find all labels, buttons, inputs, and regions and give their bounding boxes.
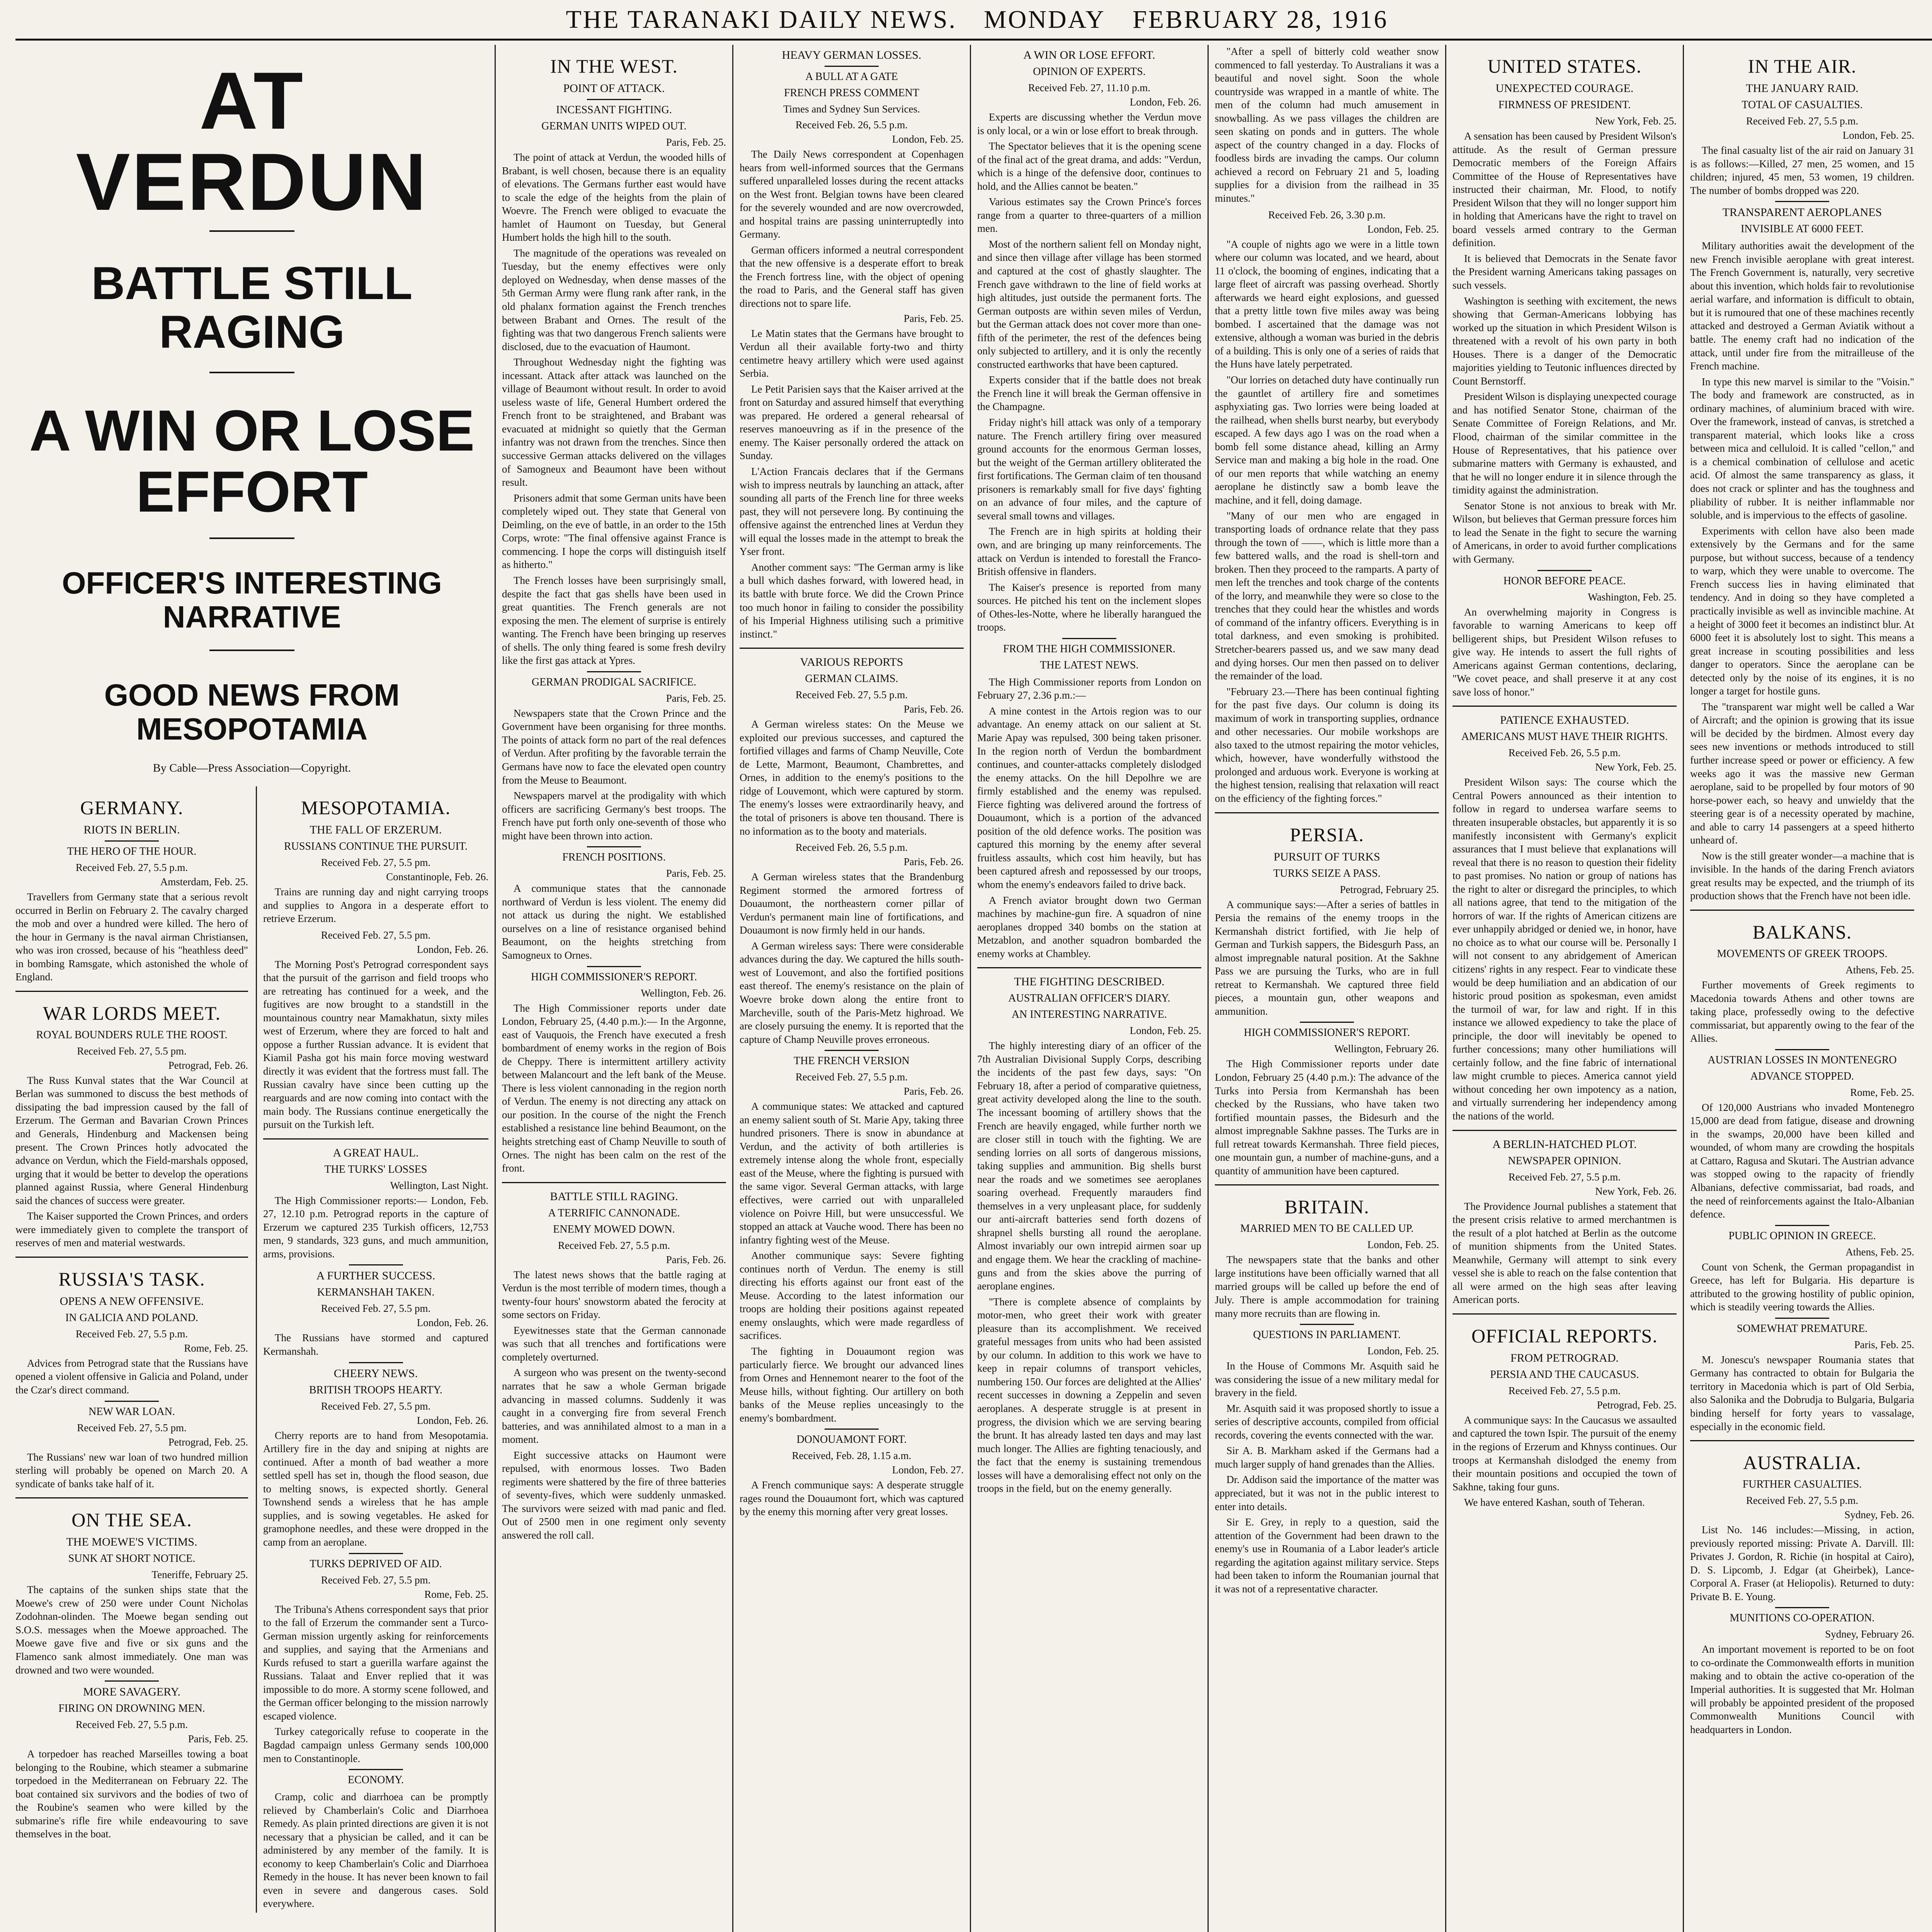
advert-title: ECONOMY.: [348, 1774, 404, 1786]
subcol-germany: [15, 786, 248, 1913]
article-text: Trains are running day and night carrying troops and supplies to Angora in a desperate effort to retrieve Erzerum.: [263, 886, 488, 925]
divider: [1775, 1318, 1829, 1319]
section-subtitle: TRANSPARENT AEROPLANES: [1722, 206, 1882, 219]
dateline: New York, Feb. 25.: [1595, 761, 1677, 773]
article-text: The Morning Post's Petrograd correspondent says that the pursuit of the garrison and field troops who are retreating has continued for a week, and the fugitives are now brought to a standstill in the mountainous country near Mamakhatun, sixty miles west of Erzerum, where they are forced to halt and oppose a further Russian advance. It is evident that Kiamil Pasha got his main force moving westward directly it was evident that the fortress must fall. The Russian cavalry have since been cutting up the rearguards and are now coming into contact with the main body. The Russians continue energetically the pursuit on the Turkish left.: [263, 958, 488, 1131]
section-subtitle: HIGH COMMISSIONER'S REPORT.: [531, 971, 697, 983]
dateline: Paris, Feb. 25.: [1854, 1338, 1914, 1350]
received-line: Received Feb. 27, 5.5 pm.: [321, 1400, 431, 1412]
article-text: A sensation has been caused by President Wilson's attitude. As the result of German pressure Democratic members of the Foreign Affairs Committee of the House of Representatives have instructed their chairman, Mr. Flood, to notify President Wilson that they will no longer support him in holding that Americans have the right to travel on board vessels armed contrary to the German definition.: [1452, 130, 1677, 249]
dateline: Teneriffe, February 25.: [151, 1569, 248, 1581]
section-subtitle: IN GALICIA AND POLAND.: [65, 1311, 198, 1324]
article-text: Cherry reports are to hand from Mesopotamia. Artillery fire in the day and sniping at nights are continued. After a month of bad weather a more settled spell has set in, though the flood season, due to melting snows, is expected shortly. General Townshend sends a wireless that he has ample supplies, and is sowing vegetables. He asked for gramophone needles, and these were dropped in the camp from an aeroplane.: [263, 1429, 488, 1548]
section-subtitle: GERMAN CLAIMS.: [805, 673, 898, 685]
received-line: Received Feb. 27, 5.5 pm.: [321, 929, 431, 941]
divider: [825, 66, 879, 67]
article-text: President Wilson is displaying unexpected courage and has notified Senator Stone, chairman of the Senate Committee of Foreign Relations, and Mr. Flood, chairman of the similar committee in the House of Representatives, that his patience over submarine matters with Germany is exhausted, and that he will no longer endure it in silence through the timidity against the administration.: [1452, 391, 1677, 496]
dateline: Athens, Feb. 25.: [1845, 1246, 1914, 1258]
divider: [105, 1680, 159, 1682]
headline-at-verdun: AT VERDUN: [76, 55, 428, 227]
issue-day: MONDAY: [984, 5, 1106, 34]
divider: [15, 991, 248, 992]
divider: [825, 1050, 879, 1051]
divider: [1775, 1049, 1829, 1050]
article-text: "Many of our men who are engaged in transporting loads of ordnance relate that they pass through the town of ——, which is little more than a few battered walls, and the road is shell-torn and broken. Then they proceed to the ramparts. A party of men left the trenches and took charge of the contents of the lorry, and meanwhile they were so close to the trenches that they could hear the whistles and words of command of the infantry officers. Everything is in total darkness, and even smoking is prohibited. Stretcher-bearers passed us, and we saw many dead and dying horses. Our men then passed on to deliver the remainder of the load.: [1215, 510, 1439, 682]
divider: [209, 537, 294, 539]
section-subtitle: DONOUAMONT FORT.: [796, 1434, 907, 1446]
article-text: Experiments with cellon have also been made extensively by the Germans and for the same purpose, but without success, because of a tendency to warp, which they were unable to overcome. The French success lies in having eliminated that tendency. And in doing so they have completed a practically invisible as well as invincible machine. At a height of 3000 feet it becomes an indistinct blur. At 6000 feet it is absolutely lost to sight. This means a great increase in scouting possibilities and less danger to operators. Since the aeroplane can be detected only by the noise of its engines, it is no longer a target for hostile guns.: [1690, 525, 1914, 697]
col-front: [15, 45, 495, 1932]
dateline: London, Feb. 25.: [1367, 1345, 1439, 1357]
received-line: Received Feb. 27, 5.5 pm.: [321, 1574, 431, 1586]
section-subtitle: HIGH COMMISSIONER'S REPORT.: [1244, 1027, 1410, 1039]
article-text: Of 120,000 Austrians who invaded Montenegro 15,000 are dead from fatigue, disease and drowning in the swamps, 20,000 have been killed and wounded, of whom many are crowding the hospitals at Cattaro, Ragusa and Skutari. The Austrian advance was stopped owing to the rapacity of friendly Albanians, defective commissariat, bad roads, and the need of reinforcements against the Italo-Albanian defence.: [1690, 1101, 1914, 1220]
dateline: London, Feb. 26.: [417, 1414, 488, 1426]
article-text: A communique states: We attacked and captured an enemy salient south of St. Marie Apy, taking three hundred prisoners. There is snow in abundance at Verdun, and the activity of both artilleries is extremely intense along the whole front, especially east of the Meuse, where the fighting is pursued with the same vigor. Several German attacks, with large effectives, were carried out with unparalleled violence on Poivre Hill, but were unsuccessful. We stopped an attack at Vauche wood. There has been no infantry fighting west of the Meuse.: [740, 1100, 964, 1246]
received-line: Received Feb. 26, 3.30 p.m.: [1268, 209, 1386, 221]
divider: [1775, 1607, 1829, 1608]
article-text: A French aviator brought down two German machines by machine-gun fire. A squadron of nine aeroplanes dropped 340 bombs on the station at Metzablon, and another squadron bombarded the enemy works at Chambley.: [977, 894, 1201, 959]
paper-name: THE TARANAKI DAILY NEWS.: [566, 5, 957, 34]
section-subtitle: PERSIA AND THE CAUCASUS.: [1490, 1368, 1639, 1381]
article-text: The highly interesting diary of an officer of the 7th Australian Divisional Supply Corps, describing the incidents of the past few days, says: "On February 18, after a period of comparative quietness, great activity developed along the line to the south. The incessant booming of artillery shows that the French are heavily engaged, while further north we are closer still in touch with the fighting. We are sending lorries on all sorts of dangerous missions, taking supplies and ammunition. Big shells burst near the roads and we sometimes see aeroplanes soaring overhead. Frequently marauders find themselves in a very unpleasant place, for suddenly our anti-aircraft batteries send forth dozens of shrapnel shells bursting all round the aeroplane. Almost invariably our own intrepid airmen soar up and engage them. We hear the crackling of machine-guns and from the skies above the purring of aeroplane engines.: [977, 1040, 1201, 1292]
article-text: Military authorities await the development of the new French invisible aeroplane with great interest. The French Government is, naturally, very secretive about this invention, which holds fair to revolutionise aerial warfare, and information is difficult to obtain, but it is rumoured that one of these machines recently attacked and destroyed a German Aviatik without a battle. The enemy craft had no indication of the attack, until under fire from the mitrailleuse of the French machine.: [1690, 240, 1914, 372]
divider: [740, 648, 964, 649]
divider: [105, 840, 159, 842]
section-subtitle: CHEERY NEWS.: [333, 1367, 418, 1380]
dateline: Paris, Feb. 25.: [666, 867, 726, 879]
divider: [587, 671, 641, 672]
section-subtitle: THE FRENCH VERSION: [794, 1055, 910, 1067]
article-text: Eyewitnesses state that the German cannonade was such that all trenches and fortifications were completely overturned.: [502, 1324, 726, 1363]
section-subtitle: THE LATEST NEWS.: [1040, 659, 1139, 671]
article-text: M. Jonescu's newspaper Roumania states that Germany has contracted to obtain for Bulgaria the territory in Macedonia which is part of Old Serbia, also Salonika and the Dobrudja to Bulgaria, Bulgaria binding herself for forty years to vassalage, especially in the economic field.: [1690, 1354, 1914, 1432]
article-text: President Wilson says: The course which the Central Powers announced as their intention to follow in regard to undersea warfare seems to threaten insuperable obstacles, but apparently it is so manifestly inconsistent with Germany's explicit assurances that I must believe that explanations will reveal that there is no reason to question their fidelity to past promises. No nation or group of nations has the right to alter or disregard the principles, to which all nations agree, that tend to the mitigation of the horrors of war. If the rights of American citizens are ever unhappily abridged or denied we, in honor, have no choice as to what our course will be. Personally I will not consent to any abridgement of American citizens' rights in any respect. Fear to vindicate these would be deep humiliation and an abdication of our historic proud position as spokesman, even amidst the turmoil of war, for law and right. If in this instance we allowed expediency to take the place of principle, the door will inevitably be opened to further concessions; many other humiliations will certainly follow, and the fine fabric of international law might crumble to pieces. America cannot yield without conceding her own impotency as a nation, and virtually surrendering her independency among the nations of the world.: [1452, 776, 1677, 1122]
section-subtitle: FIRMNESS OF PRESIDENT.: [1498, 99, 1631, 111]
section-subtitle: POINT OF ATTACK.: [563, 82, 665, 95]
dateline: Washington, Feb. 25.: [1588, 591, 1677, 603]
section-subtitle: INVISIBLE AT 6000 FEET.: [1741, 223, 1864, 235]
section-title: OFFICIAL REPORTS.: [1471, 1325, 1658, 1347]
section-subtitle: THE MOEWE'S VICTIMS.: [66, 1536, 197, 1549]
dateline: London, Feb. 26.: [417, 1317, 488, 1329]
section-title: AUSTRALIA.: [1743, 1452, 1861, 1474]
article-text: The fighting in Douaumont region was particularly fierce. We brought our advanced lines from Ornes and Hennemont nearer to the foot of the Meuse hills, without fighting. Our artillery on both banks of the Meuse replies unceasingly to the enemy's bombardment.: [740, 1345, 964, 1424]
section-subtitle: AMERICANS MUST HAVE THEIR RIGHTS.: [1461, 731, 1668, 743]
section-subtitle: AN INTERESTING NARRATIVE.: [1011, 1009, 1167, 1021]
article-text: Prisoners admit that some German units have been completely wiped out. They state that General von Deimling, on the eve of battle, in an order to the 15th Corps, wrote: "The final offensive against France is commencing. I hope the corps will distinguish itself as hitherto.": [502, 492, 726, 571]
section-title: WAR LORDS MEET.: [43, 1002, 221, 1024]
dateline: New York, Feb. 26.: [1595, 1185, 1677, 1197]
section-title: ON THE SEA.: [71, 1509, 192, 1531]
col-heavy-losses: [732, 45, 970, 1932]
article-text: In the House of Commons Mr. Asquith said he was considering the issue of a new military medal for bravery in the field.: [1215, 1360, 1439, 1399]
article-text: A German wireless states: On the Meuse we exploited our previous successes, and captured the fortified villages and farms of Champ Neuville, Cote de Lette, Marmont, Beaumont, Chambrettes, and Ornes, in addition to the enemy's positions to the ridge of Louvemont, which were captured by storm. The enemy's losses were extraordinarily heavy, and the total of prisoners is above ten thousand. There is no information as to the booty and materials.: [740, 718, 964, 837]
section-subtitle: NEW WAR LOAN.: [88, 1405, 175, 1418]
section-title: GERMANY.: [80, 797, 184, 818]
press-credit: By Cable—Press Association—Copyright.: [153, 762, 351, 774]
divider: [209, 230, 294, 232]
section-subtitle: FRENCH POSITIONS.: [562, 851, 666, 864]
section-subtitle: INCESSANT FIGHTING.: [556, 104, 672, 116]
section-subtitle: AUSTRIAN LOSSES IN MONTENEGRO: [1708, 1054, 1897, 1066]
divider: [1690, 910, 1914, 911]
article-text: A communique says:—After a series of battles in Persia the remains of the enemy troops in the Kermanshah district fortified, with Jie help of German and Turkish sappers, the Bidesgurh Pass, an almost impregnable natural position. At the Sakhne Pass we are pursuing the Turks, who are in full retreat to Kermanshah. We captured three field pieces, a mountain gun, other weapons and ammunition.: [1215, 898, 1439, 1017]
section-subtitle: A FURTHER SUCCESS.: [316, 1269, 435, 1282]
dateline: Rome, Feb. 25.: [1850, 1086, 1914, 1098]
dateline: London, Feb. 26.: [1129, 96, 1201, 108]
section-title: RUSSIA'S TASK.: [58, 1268, 205, 1290]
section-subtitle: MORE SAVAGERY.: [83, 1685, 180, 1699]
article-text: The final casualty list of the air raid on January 31 is as follows:—Killed, 27 men, 25 women, and 15 children; injured, 45 men, 53 women, 19 children. The number of bombs dropped was 220.: [1690, 145, 1914, 196]
article-text: Now is the still greater wonder—a machine that is invisible. In the hands of the daring French aviators great results may be expected, and the triumph of its production shows that the French have not been idle.: [1690, 850, 1914, 902]
dateline: Paris, Feb. 25.: [666, 136, 726, 148]
section-subtitle: MARRIED MEN TO BE CALLED UP.: [1240, 1223, 1414, 1235]
section-subtitle: HONOR BEFORE PEACE.: [1503, 575, 1626, 587]
section-title: IN THE AIR.: [1748, 55, 1857, 77]
section-subtitle: THE TURKS' LOSSES: [324, 1163, 427, 1175]
article-text: The Russians have stormed and captured Kermanshah.: [263, 1332, 488, 1357]
dateline: London, Feb. 25.: [1367, 223, 1439, 235]
article-text: Throughout Wednesday night the fighting was incessant. Attack after attack was launched on the village of Beaumont without result. In order to avoid useless waste of life, General Humbert ordered the French front to be straightened, and Brabant was evacuated at midnight so quietly that the German infantry was not drawn from the trenches. Since then successive German attacks delivered on the villages of Samogneux and Beaumont have been without result.: [502, 356, 726, 488]
dateline: Paris, Feb. 26.: [666, 1253, 726, 1265]
article-text: Eight successive attacks on Haumont were repulsed, with enormous losses. Two Baden regiments were shattered by the fire of three batteries of seventy-fives, which were suddenly unmasked. The survivors were seized with mad panic and fled. Out of 2500 men in one regiment only seventy answered the roll call.: [502, 1449, 726, 1541]
article-text: In type this new marvel is similar to the "Voisin." The body and framework are constructed, as in ordinary machines, of aluminium braced with wire. Over the framework, instead of canvas, is stretched a transparent material, which looks like a cross between mica and celluloid. It is called "cellon," and is a chemical combination of cellulose and acetic acid. Of almost the same transparency as glass, it does not crack or splinter and has the toughness and pliability of rubber. It is neither inflammable nor soluble, and is impervious to the effects of gasoline.: [1690, 376, 1914, 521]
divider: [587, 846, 641, 847]
divider: [502, 1182, 726, 1183]
divider: [349, 1769, 403, 1770]
dateline: Rome, Feb. 25.: [184, 1342, 248, 1354]
section-subtitle: NEWSPAPER OPINION.: [1508, 1155, 1621, 1167]
col-united-states: [1445, 45, 1683, 1932]
syndication-line: Times and Sydney Sun Services.: [783, 103, 920, 115]
divider: [1215, 812, 1439, 813]
article-text: The Kaiser supported the Crown Princes, and orders were immediately given to complete the transport of reserves of men and material westwards.: [15, 1210, 248, 1249]
section-subtitle: PUBLIC OPINION IN GREECE.: [1728, 1230, 1876, 1242]
divider: [1452, 1313, 1677, 1315]
issue-date: FEBRUARY 28, 1916: [1133, 5, 1388, 34]
article-text: A torpedoer has reached Marseilles towing a boat belonging to the Roubine, which steamer a submarine torpedoed in the Mediterranean on February 22. The boat contained six survivors and the bodies of two of the Roubine's seamen who were killed by the submarine's rifle fire while endeavouring to save themselves in the boat.: [15, 1748, 248, 1840]
divider: [587, 966, 641, 967]
article-text: The point of attack at Verdun, the wooded hills of Brabant, is well chosen, because there is an equality of elevations. The Germans further east would have to scale the edge of the heights from the plain of Woevre. The French were obliged to evacuate the hamlet of Haumont on Tuesday, but General Humbert holds the high hill to the south.: [502, 151, 726, 243]
section-subtitle: A WIN OR LOSE EFFORT.: [1023, 49, 1155, 61]
section-subtitle: OPINION OF EXPERTS.: [1033, 66, 1146, 78]
article-text: A German wireless says: There were considerable advances during the day. We captured the hills south-west of Louvemont, and also the fortified positions east thereof. The enemy's resistance on the plain of Woevre broke down along the entire front to Marcheville, south of the Paris-Metz highroad. We are closely pursuing the enemy. It is reported that the capture of Champ Neuville proves erroneous.: [740, 940, 964, 1045]
article-text: The "transparent war might well be called a War of Aircraft; and the opinion is growing that its issue will be decided by the birdmen. Almost every day sees new inventions or methods introduced to still further increase speed or power or efficiency. A few weeks ago it was the massive new German aeroplane, said to be propelled by four motors of 90 horse-power each, so heavy and unwieldy that the steering gear is of a necessity operated by machine, and able to carry 14 passengers at a speed hitherto unheard of.: [1690, 701, 1914, 846]
article-text: The High Commissioner reports:— London, Feb. 27, 12.10 p.m. Petrograd reports in the capture of Erzerum we captured 235 Turkish officers, 12,753 men, 9 standards, 323 guns, and much ammunition, arms, provisions.: [263, 1194, 488, 1260]
section-subtitle: SUNK AT SHORT NOTICE.: [68, 1553, 196, 1565]
dateline: Petrograd, Feb. 25.: [168, 1436, 248, 1448]
article-text: Washington is seething with excitement, the news showing that German-Americans lobbying has worked up the situation in which President Wilson is threatened with a revolt of his own party in both Houses. There is a danger of the Democratic majorities yielding to Teutonic influences directed by Count Bernstorff.: [1452, 295, 1677, 387]
dateline: London, Feb. 26.: [417, 943, 488, 955]
received-line: Received Feb. 27, 5.5 p.m.: [75, 862, 188, 873]
section-title: BALKANS.: [1752, 921, 1852, 943]
article-text: The French losses have been surprisingly small, despite the fact that gas shells have been used in great quantities. The French generals are not exposing the men. The element of surprise is entirely wanting. The French have been bringing up reserves of shells. The only thing feared is some fresh devilry like the first gas attack at Ypres.: [502, 574, 726, 667]
section-subtitle: QUESTIONS IN PARLIAMENT.: [1253, 1329, 1401, 1341]
dateline: Paris, Feb. 25.: [188, 1733, 248, 1745]
section-subtitle: PATIENCE EXHAUSTED.: [1500, 714, 1629, 727]
dateline: London, Feb. 25.: [1842, 129, 1914, 141]
section-subtitle: THE FIGHTING DESCRIBED.: [1014, 975, 1165, 988]
received-line: Received Feb. 26, 5.5 p.m.: [795, 842, 908, 854]
article-text: The Daily News correspondent at Copenhagen hears from well-informed sources that the Germans suffered unparalleled losses during the recent attacks on the West front. Belgian towns have been cleared for the severely wounded and are now overcrowded, and hospital trains are passing uninterruptedly into Germany.: [740, 148, 964, 240]
section-subtitle: MOVEMENTS OF GREEK TROOPS.: [1717, 947, 1888, 960]
section-title: MESOPOTAMIA.: [301, 797, 451, 818]
article-text: "A couple of nights ago we were in a little town where our column was located, and we heard, about 11 o'clock, the booming of engines, indicating that a large fleet of aircraft was passing overhead. Shortly afterwards we heard eight explosions, and guessed that a pretty little town five miles away was being bombed. I ascertained that the damage was not extensive, although a woman was buried in the debris of a building. This is only one of a series of raids that the Huns have lately perpetrated.: [1215, 238, 1439, 370]
received-line: Received, Feb. 28, 1.15 a.m.: [792, 1450, 912, 1462]
divider: [825, 1429, 879, 1430]
section-subtitle: PURSUIT OF TURKS: [1274, 850, 1380, 863]
dateline: London, Feb. 27.: [892, 1464, 964, 1476]
section-subtitle: THE FALL OF ERZERUM.: [310, 823, 442, 836]
section-subtitle: TURKS DEPRIVED OF AID.: [310, 1558, 442, 1570]
article-text: An overwhelming majority in Congress is favorable to warning Americans to keep off belligerent ships, but President Wilson refuses to give way. He intends to assert the full rights of Americans against German contentions, declaring, "We covet peace, and shall preserve it at any cost save loss of honor.": [1452, 606, 1677, 698]
article-text: We have entered Kashan, south of Teheran.: [1464, 1497, 1645, 1509]
article-text: Turkey categorically refuse to cooperate in the Bagdad campaign unless Germany sends 100,000 men to Constantinople.: [263, 1726, 488, 1764]
received-line: Received Feb. 27, 5.5 pm.: [77, 1422, 187, 1434]
divider: [209, 372, 294, 373]
divider: [1062, 638, 1116, 639]
divider: [1452, 706, 1677, 707]
dateline: Petrograd, February 25.: [1340, 883, 1439, 895]
article-text: A communique says: In the Caucasus we assaulted and captured the town Ispir. The pursuit of the enemy in the regions of Erzerum and Khnyss continues. Our troops at Kermanshah dislodged the enemy from their mountain positions and occupied the town of Sakhne, taking four guns.: [1452, 1414, 1677, 1493]
article-text: A communique states that the cannonade northward of Verdun is less violent. The enemy did not attack us during the night. We established ourselves on a line of resistance organised behind Beaumont, on the heights stretching from Samogneux to Ornes.: [502, 883, 726, 961]
col-win-or-lose: [970, 45, 1208, 1932]
dateline: Paris, Feb. 26.: [903, 1085, 964, 1097]
article-text: The newspapers state that the banks and other large institutions have been officially warned that all married groups will be called up before the end of July. There is ample accommodation for training many more recruits than are flowing in.: [1215, 1254, 1439, 1319]
section-subtitle: FROM THE HIGH COMMISSIONER.: [1003, 643, 1175, 655]
article-text: Another comment says: "The German army is like a bull which dashes forward, with lowered head, in its battle with brute force. We did the Crown Prince too much honor in failing to consider the possibility of his Imperial Highness utilising such a primitive instinct.": [740, 561, 964, 640]
article-text: Sir E. Grey, in reply to a question, said the attention of the Government had been drawn to the enemy's use in Roumania of a Labor leader's article regarding the agitation against military service. Steps had been taken to inform the Roumanian journal that it was not of a representative character.: [1215, 1516, 1439, 1595]
received-line: Received Feb. 27, 5.5 p.m.: [795, 1071, 908, 1083]
divider: [1537, 570, 1592, 571]
received-line: Received Feb. 27, 5.5 pm.: [77, 1045, 187, 1057]
section-subtitle: ROYAL BOUNDERS RULE THE ROOST.: [36, 1029, 228, 1041]
article-text: The latest news shows that the battle raging at Verdun is the most terrible of modern times, though a twenty-four hours' snowstorm abated the ferocity at some sectors on Friday.: [502, 1269, 726, 1321]
dateline: Paris, Feb. 26.: [903, 856, 964, 868]
section-subtitle: A GREAT HAUL.: [333, 1146, 419, 1159]
article-text: The magnitude of the operations was revealed on Tuesday, but the enemy effectives were only deployed on Wednesday, when dense masses of the 5th German Army were flung rank after rank, in the old phalanx formation against the French trenches between Brabant and Ornes. The result of the fighting was that two dangerous French salients were disclosed, due to the evacuation of Haumont.: [502, 247, 726, 352]
section-title: BRITAIN.: [1284, 1196, 1369, 1218]
dateline: London, Feb. 25.: [892, 133, 964, 145]
section-subtitle: VARIOUS REPORTS: [800, 656, 903, 669]
section-subtitle: SOMEWHAT PREMATURE.: [1736, 1322, 1868, 1335]
article-text: "Our lorries on detached duty have continually run the gauntlet of artillery fire and sometimes asphyxiating gas. Two lorries were being loaded at the railhead, when shells burst nearby, but everybody escaped. A few days ago I was on the road when a bomb fell some distance ahead, killing an Army Service man and making a big hole in the road. One of our men reports that while watching an enemy aeroplane he distinctly saw a bomb leave the machine, and it fell, doing damage.: [1215, 374, 1439, 506]
article-text: Friday night's hill attack was only of a temporary nature. The French artillery firing over measured ground accounts for the enormous German losses, but the weight of the German artillery obliterated the first fortifications. The German claim of ten thousand prisoners is remarkably small for five days' fighting on an advance of four miles, and the capture of several small towns and villages.: [977, 417, 1201, 522]
headline-win-or-lose: A WIN OR LOSE EFFORT: [29, 398, 475, 524]
section-subtitle: THE HERO OF THE HOUR.: [67, 845, 197, 857]
article-text: A German wireless states that the Brandenburg Regiment stormed the armored fortress of Douaumont, the northeastern corner pillar of Verdun's permanent main line of fortifications, and Douaumont is now firmly held in our hands.: [740, 871, 964, 936]
dateline: Paris, Feb. 25.: [903, 312, 964, 324]
dateline: Athens, Feb. 25.: [1845, 964, 1914, 976]
section-subtitle: ADVANCE STOPPED.: [1750, 1070, 1854, 1082]
received-line: Received Feb. 27, 11.10 p.m.: [1028, 82, 1151, 94]
article-text: Another communique says: Severe fighting continues north of Verdun. The enemy is still directing his efforts against our front east of the Meuse. According to the latest information our troops are holding their positions against repeated enemy onslaughts, which were made regardless of sacrifices.: [740, 1250, 964, 1342]
front-subcolumns: [15, 786, 488, 1913]
article-text: Senator Stone is not anxious to break with Mr. Wilson, but believes that German pressure forces him to lead the Senate in the fight to secure the warning of Americans, in order to avoid further complications with Germany.: [1452, 500, 1677, 565]
section-subtitle: FROM PETROGRAD.: [1510, 1351, 1619, 1364]
section-subtitle: FIRING ON DROWNING MEN.: [58, 1702, 205, 1715]
section-subtitle: FRENCH PRESS COMMENT: [784, 87, 920, 99]
section-subtitle: MUNITIONS CO-OPERATION.: [1730, 1612, 1875, 1624]
article-text: The Russ Kunval states that the War Council at Berlan was summoned to discuss the best methods of dissipating the bad impression caused by the fall of Erzerum. The German and Bavarian Crown Princes and Generals, Hindenburg and Mackensen being present. The Crown Princes hotly advocated the advance on Verdun, which the Field-marshals opposed, urging that it would be better to develop the operations planned against Russia, where General Hindenburg said the chances of success were greater.: [15, 1074, 248, 1206]
article-text: An important movement is reported to be on foot to co-ordinate the Commonwealth efforts in munition making and to obtain the active co-operation of the Imperial authorities. It is suggested that Mr. Holman will probably be appointed president of the proposed Commonwealth Munitions Council with headquarters in London.: [1690, 1643, 1914, 1735]
dateline: London, Feb. 25.: [1367, 1239, 1439, 1251]
section-subtitle: OPENS A NEW OFFENSIVE.: [60, 1294, 204, 1308]
received-line: Received Feb. 27, 5.5 p.m.: [1508, 1171, 1621, 1183]
masthead: [15, 2, 1932, 37]
divider: [1452, 1130, 1677, 1131]
dateline: Wellington, Last Night.: [390, 1179, 488, 1191]
divider: [1215, 1184, 1439, 1185]
section-subtitle: HEAVY GERMAN LOSSES.: [782, 49, 922, 61]
received-line: Received Feb. 27, 5.5 p.m.: [75, 1328, 188, 1340]
dateline: Paris, Feb. 25.: [666, 692, 726, 704]
section-title: UNITED STATES.: [1487, 55, 1642, 77]
article-text: It is believed that Democrats in the Senate favor the President warning Americans taking passages on such vessels.: [1452, 252, 1677, 291]
article-text: Count von Schenk, the German propagandist in Greece, has left for Bulgaria. His departure is attributed to the growing hostility of public opinion, which is steadily veering towards the Allies.: [1690, 1261, 1914, 1313]
divider: [1775, 1225, 1829, 1226]
section-subtitle: GERMAN PRODIGAL SACRIFICE.: [531, 676, 696, 688]
article-text: German officers informed a neutral correspondent that the new offensive is a desperate effort to break the French fortress line, with the object of opening the road to Paris, and the General staff has given directions not to spare life.: [740, 244, 964, 310]
article-text: Dr. Addison said the importance of the matter was appreciated, but it was not in the public interest to enter into details.: [1215, 1474, 1439, 1512]
article-text: The captains of the sunken ships state that the Moewe's crew of 250 were under Count Nicholas Zodohnan-olinden. The Moewe began sending out S.O.S. messages when the Moewe approached. The Moewe gave five and five or six guns and the Flamenco sank almost immediately. One man was drowned and two were wounded.: [15, 1584, 248, 1676]
subcol-mesopotamia: [256, 786, 488, 1913]
dateline: Sydney, Feb. 26.: [1844, 1509, 1914, 1521]
advert-text: Cramp, colic and diarrhoea can be promptly relieved by Chamberlain's Colic and Diarrhoea Remedy. As plain printed directions are given it is not necessary that a physician be called, and it can be administered by any member of the family. It is economy to keep Chamberlain's Colic and Diarrhoea Remedy in the house. It has never been known to fail even in severe and dangerous cases. Sold everywhere.: [263, 1791, 488, 1910]
dateline: Amsterdam, Feb. 25.: [160, 876, 248, 888]
divider: [105, 1401, 159, 1402]
divider: [587, 99, 641, 100]
section-subtitle: BATTLE STILL RAGING.: [550, 1190, 678, 1203]
received-line: Received Feb. 27, 5.5 p.m.: [1746, 115, 1859, 127]
divider: [15, 1257, 248, 1258]
section-subtitle: A BERLIN-HATCHED PLOT.: [1492, 1138, 1637, 1151]
article-text: Mr. Asquith said it was proposed shortly to issue a series of descriptive accounts, compiled from official records, covering the events connected with the war.: [1215, 1402, 1439, 1441]
article-text: Sir A. B. Markham asked if the Germans had a much larger supply of hand grenades than the Allies.: [1215, 1445, 1439, 1470]
article-text: "After a spell of bitterly cold weather snow commenced to fall yesterday. To Australians it was a beautiful and novel sight. Soon the whole countryside was wrapped in a mantle of white. The men of the column had much amusement in snowballing. As we pass villages the children are seen skating on ponds and in gutters. The whole aspect of the country changed in a day. Flocks of foodless birds are invading the camps. Our column achieved a record on February 21 and 5, loading supplies for a division from the railhead in 35 minutes.": [1215, 46, 1439, 204]
article-text: The French are in high spirits at holding their own, and are bringing up many reinforcements. The attack on Verdun is intended to forestall the Franco-British offensive in flanders.: [977, 526, 1201, 578]
divider: [1775, 201, 1829, 202]
section-title: IN THE WEST.: [550, 55, 678, 77]
received-line: Received Feb. 26, 5.5 p.m.: [1508, 747, 1621, 759]
dateline: Petrograd, Feb. 25.: [1597, 1399, 1677, 1411]
section-subtitle: UNEXPECTED COURAGE.: [1495, 82, 1634, 95]
article-text: A French communique says: A desperate struggle rages round the Douaumont fort, which was captured by the enemy this morning after very great losses.: [740, 1479, 964, 1518]
divider: [1300, 1324, 1354, 1325]
section-subtitle: A BULL AT A GATE: [805, 71, 898, 83]
section-title: PERSIA.: [1290, 823, 1364, 845]
article-text: Further movements of Greek regiments to Macedonia towards Athens and other towns are taking place, professedly owing to the defective commissariat, but apparently owing to the fear of the Allies.: [1690, 979, 1914, 1044]
headline-mesopotamia-news: GOOD NEWS FROM MESOPOTAMIA: [104, 678, 400, 746]
section-subtitle: KERMANSHAH TAKEN.: [317, 1286, 435, 1299]
received-line: Received Feb. 26, 5.5 p.m.: [795, 119, 908, 131]
divider: [263, 1138, 488, 1139]
section-subtitle: GERMAN UNITS WIPED OUT.: [541, 120, 687, 132]
col-diary-persia-britain: [1208, 45, 1445, 1932]
article-text: The High Commissioner reports under date London, February 25, (4.40 p.m.):— In the Argonne, east of Vauquois, the French have executed a fresh bombardment of enemy works in the region of Bois de Cheppy. There is intermittent artillery activity between Malancourt and the left bank of the Meuse. There is less violent cannonading in the region north of Verdun. The enemy is not directing any attack on our position. In the course of the night the French established a resistance line behind Beaumont, on the heights stretching east of Champ Neuville to south of Ornes. The night has been calm on the rest of the front.: [502, 1002, 726, 1174]
divider: [209, 650, 294, 651]
section-subtitle: THE JANUARY RAID.: [1746, 82, 1859, 95]
masthead-rule: [15, 39, 1932, 41]
dateline: Paris, Feb. 26.: [903, 703, 964, 715]
columns: [15, 45, 1932, 1932]
article-text: Travellers from Germany state that a serious revolt occurred in Berlin on February 2. The cavalry charged the mob and over a hundred were killed. The hero of the hour in Germany is the naval airman Christiansen, who was iron crossed, because of his "heathless deed" in bombing Ramsgate, which astonished the whole of England.: [15, 891, 248, 983]
section-subtitle: RUSSIANS CONTINUE THE PURSUIT.: [284, 840, 468, 852]
article-text: A surgeon who was present on the twenty-second narrates that he saw a whole German brigade advancing in massed columns. Suddenly it was caught in a converging fire from several French batteries, and was annihilated almost to a man in a moment.: [502, 1367, 726, 1446]
article-text: Various estimates say the Crown Prince's forces range from a quarter to three-quarters of a million men.: [977, 196, 1201, 235]
divider: [977, 967, 1201, 968]
article-text: List No. 146 includes:—Missing, in action, previously reported missing: Private A. Darvill. Ill: Privates J. Gordon, R. Richie (in hospital at Cairo), D. S. Lipcomb, J. Edgar (at Gheirbek), Lance-Corporal A. Fraser (at Heliopolis). Returned to duty: Private B. E. Young.: [1690, 1524, 1914, 1602]
article-text: Newspapers marvel at the prodigality with which officers are sacrificing Germany's best troops. The French have put forth only one-seventh of those who might have been thrown into action.: [502, 790, 726, 842]
col-west: [495, 45, 732, 1932]
article-text: A mine contest in the Artois region was to our advantage. An enemy attack on our salient at St. Marie Apay was repulsed, 300 being taken prisoner. In the region north of Verdun the bombardment continues, and counter-attacks completely dislodged the enemy attacks. On the hill Depolhre we are firmly established and the enemy was repulsed. Fierce fighting was delivered around the fortress of Douaumont, which is a portion of the advanced position of the old defence works. The position was captured this morning by the enemy after several fruitless assaults, which cost him heavily, but has been captured afresh and repossessed by our troops, whom the enemy's endeavors failed to drive back.: [977, 705, 1201, 890]
dateline: New York, Feb. 25.: [1595, 115, 1677, 127]
article-text: Experts consider that if the battle does not break the French line it will break the German offensive in the Champagne.: [977, 374, 1201, 413]
received-line: Received Feb. 27, 5.5 p.m.: [558, 1239, 670, 1251]
article-text: Le Matin states that the Germans have brought to Verdun all their available forty-two and thirty centimetre heavy artillery which were used against Serbia.: [740, 327, 964, 379]
received-line: Received Feb. 27, 5.5 pm.: [321, 857, 431, 868]
article-text: The High Commissioner reports from London on February 27, 2.36 p.m.:—: [977, 676, 1201, 701]
col-air-balkans-australia: [1683, 45, 1920, 1932]
divider: [1300, 1022, 1354, 1023]
headline-officers-narrative: OFFICER'S INTERESTING NARRATIVE: [62, 566, 442, 634]
article-text: Experts are discussing whether the Verdun move is only local, or a win or lose effort to break through.: [977, 111, 1201, 136]
article-text: The Kaiser's presence is reported from many sources. He pitched his tent on the inclement slopes of Othes-les-Notte, where he liberally harangued the troops.: [977, 581, 1201, 633]
section-subtitle: FURTHER CASUALTIES.: [1742, 1478, 1862, 1491]
divider: [15, 1497, 248, 1498]
received-line: Received Feb. 27, 5.5 pm.: [321, 1303, 431, 1315]
article-text: Advices from Petrograd state that the Russians have opened a violent offensive in Galicia and Poland, under the Czar's direct command.: [15, 1357, 248, 1396]
divider: [349, 1553, 403, 1554]
section-subtitle: TOTAL OF CASUALTIES.: [1742, 99, 1863, 111]
section-subtitle: RIOTS IN BERLIN.: [83, 823, 180, 836]
dateline: Rome, Feb. 25.: [424, 1588, 488, 1600]
divider: [1690, 1440, 1914, 1441]
article-text: "There is complete absence of complaints by motor-men, who greet their work with greater pleasure than its accomplishment. We received grateful messages from units who had been assisted by our column. In addition to this work we have to keep in repair columns of transport vehicles, numbering 150. Our forces are delighted at the Allies' recent successes in downing a Zeppelin and seven aeroplanes. A desperate struggle is at present in progress, the division which we are serving bearing the brunt. It has already lasted ten days and may last much longer. The Allies are fighting tenaciously, and the fact that the enemy is sustaining tremendous losses will have a demoralising effect not only on the troops in the field, but on the enemy generally.: [977, 1296, 1201, 1495]
article-text: L'Action Francais declares that if the Germans wish to impress neutrals by launching an attack, after sounding all parts of the French line for three weeks past, they will not persevere long. By continuing the offensive against the entrenched lines at Verdun they will equal the losses made in the attempt to break the Yser front.: [740, 466, 964, 558]
dateline: London, Feb. 25.: [1129, 1025, 1201, 1037]
divider: [349, 1362, 403, 1363]
dateline: Constantinople, Feb. 26.: [386, 871, 488, 883]
article-text: The Russians' new war loan of two hundred million sterling will probably be opened on March 20. A syndicate of banks take half of it.: [15, 1451, 248, 1490]
received-line: Received Feb. 27, 5.5 p.m.: [1746, 1495, 1859, 1507]
dateline: Petrograd, Feb. 26.: [168, 1059, 248, 1071]
article-text: The High Commissioner reports under date London, February 25 (4.40 p.m.): The advance of the Turks into Persia from Kermanshah has been checked by the Russians, who have taken two fortified mountain passes, the Bidesurh and the almost impregnable Sakhne passes. The Turks are in full retreat towards Kermanshah. Three field pieces, one mountain gun, a number of machine-guns, and a quantity of ammunition have been captured.: [1215, 1058, 1439, 1177]
dateline: Wellington, February 26.: [1334, 1043, 1439, 1055]
article-text: The Spectator believes that it is the opening scene of the final act of the great drama, and adds: "Verdun, which is a hinge of the defensive door, continues to hold, and the Allies cannot be beaten.": [977, 140, 1201, 192]
divider: [349, 1264, 403, 1265]
article-text: The Providence Journal publishes a statement that the present crisis relative to armed merchantmen is the result of a plot hatched at Berlin as the outcome of munition shipments from the United States. Meanwhile, Germany will attempt to sink every vessel she is able to reach on the false contention that all were armed on the high seas after leaving American ports.: [1452, 1200, 1677, 1306]
received-line: Received Feb. 27, 5.5 p.m.: [75, 1719, 188, 1731]
article-text: "February 23.—There has been continual fighting for the past five days. Our column is doing its maximum of work in transporting supplies, ordnance and other necessaries. Our mobile workshops are also taxed to the utmost repairing the motor vehicles, which, however, have wonderfully withstood the prolonged and arduous work. Everyone is working at the highest tension, realising that relaxation will react on the efficiency of the fighting forces.": [1215, 685, 1439, 804]
section-subtitle: A TERRIFIC CANNONADE.: [548, 1207, 680, 1219]
article-text: Le Petit Parisien says that the Kaiser arrived at the front on Saturday and assured himself that everything was prepared. He ordered a general rehearsal of reserves manoeuvring as if in the presence of the enemy. The Kaiser personally ordered the attack on Sunday.: [740, 383, 964, 462]
received-line: Received Feb. 27, 5.5 p.m.: [795, 689, 908, 701]
dateline: Sydney, February 26.: [1825, 1628, 1914, 1640]
section-subtitle: AUSTRALIAN OFFICER'S DIARY.: [1008, 992, 1170, 1005]
article-text: Most of the northern salient fell on Monday night, and since then village after village has been stormed and captured at the cost of ghastly slaughter. The French gave withdrawn to the line of field works at high altitudes, just outside the permanent forts. The German outposts are within seven miles of Verdun, but the German attack does not cover more than one-fifth of the perimeter, the rest of the defences being only subjected to artillery, and it is only the recently constructed earthworks that have been captured.: [977, 238, 1201, 370]
article-text: Newspapers state that the Crown Prince and the Government have been organising for three months. The points of attack form no part of the real defences of Verdun. After profiting by the favorable terrain the Germans have now to face the elevated open country from the Meuse to Beaumont.: [502, 707, 726, 786]
section-subtitle: ENEMY MOWED DOWN.: [553, 1223, 675, 1235]
section-subtitle: TURKS SEIZE A PASS.: [1273, 867, 1381, 879]
received-line: Received Feb. 27, 5.5 p.m.: [1508, 1384, 1621, 1396]
article-text: The Tribuna's Athens correspondent says that prior to the fall of Erzerum the commander sent a Turco-German mission urgently asking for reinforcements and supplies, and saying that the Armenians and Kurds refused to start a guerilla warfare against the Russians. Talaat and Enver replied that it was impossible to do more. A stormy scene followed, and the German officer belonging to the mission narrowly escaped violence.: [263, 1603, 488, 1722]
headline-battle-raging: BATTLE STILL RAGING: [91, 257, 413, 358]
section-subtitle: BRITISH TROOPS HEARTY.: [309, 1384, 442, 1396]
dateline: Wellington, Feb. 26.: [641, 987, 726, 999]
